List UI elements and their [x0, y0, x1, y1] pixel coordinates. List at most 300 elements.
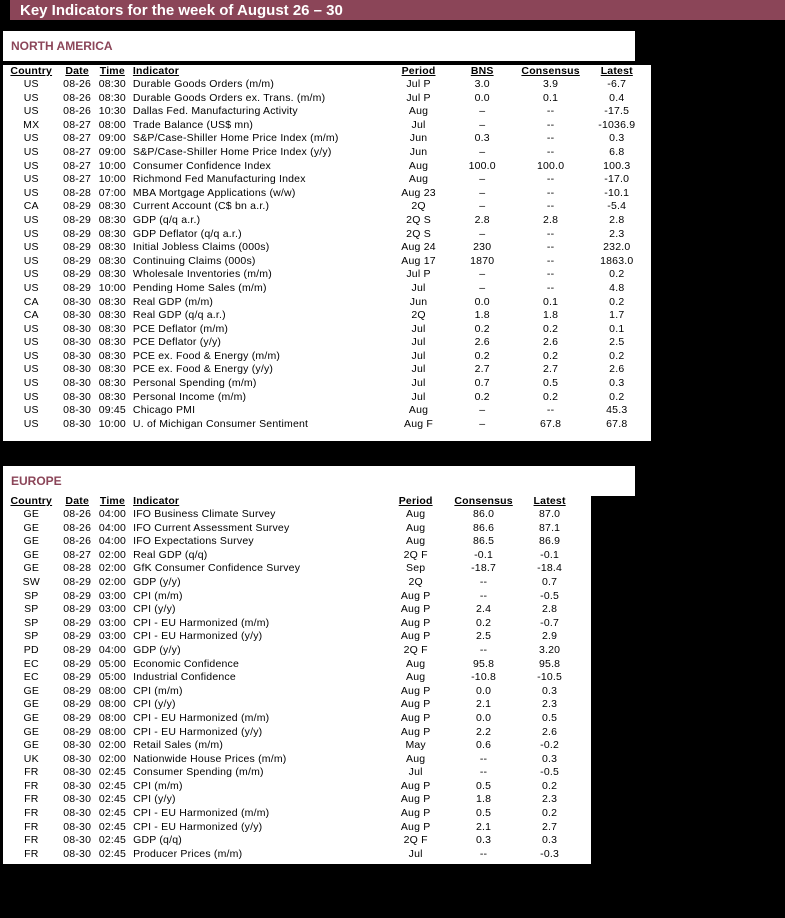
cell-country: US [23, 254, 39, 267]
cell-date: 08-30 [63, 752, 92, 765]
table-row [3, 685, 583, 699]
cell-consensus: -- [546, 404, 555, 417]
table-row [3, 404, 643, 418]
cell-time: 08:30 [98, 200, 126, 213]
cell-indicator: CPI - EU Harmonized (y/y) [133, 725, 263, 738]
cell-period: Aug [406, 752, 426, 765]
cell-indicator: CPI (y/y) [133, 603, 176, 616]
cell-latest: -10.1 [604, 186, 630, 199]
cell-time: 08:30 [98, 227, 126, 240]
cell-time: 08:30 [98, 213, 126, 226]
cell-period: Aug [406, 508, 426, 520]
cell-time: 02:45 [98, 820, 127, 833]
cell-latest: -18.4 [537, 562, 563, 575]
cell-time: 08:00 [98, 711, 127, 724]
cell-country: US [23, 105, 39, 118]
cell-consensus: -- [546, 186, 555, 199]
col-header-consensus: Consensus [454, 495, 513, 507]
cell-consensus: -0.1 [474, 548, 494, 561]
cell-period: Aug [408, 404, 429, 417]
europe-table-panel [3, 495, 591, 864]
cell-bns: – [479, 417, 486, 430]
cell-indicator: MBA Mortgage Applications (w/w) [132, 186, 296, 199]
cell-period: Aug P [400, 698, 431, 711]
table-header-row [3, 65, 643, 78]
cell-consensus: -- [546, 254, 555, 267]
cell-country: GE [23, 725, 40, 738]
table-row [3, 336, 643, 350]
cell-consensus: 2.1 [475, 698, 492, 711]
cell-country: GE [23, 508, 40, 520]
cell-time: 08:30 [98, 322, 126, 335]
cell-date: 08-27 [63, 173, 92, 186]
col-header-time: Time [99, 495, 126, 507]
cell-indicator: Nationwide House Prices (m/m) [133, 752, 287, 765]
cell-latest: -0.1 [540, 548, 560, 561]
cell-period: Sep [406, 562, 426, 575]
cell-date: 08-29 [63, 254, 92, 267]
cell-country: GE [23, 739, 40, 752]
cell-indicator: Richmond Fed Manufacturing Index [132, 173, 306, 186]
table-row [3, 766, 583, 780]
cell-country: US [23, 173, 39, 186]
cell-indicator: Producer Prices (m/m) [133, 847, 243, 860]
cell-latest: 2.8 [609, 213, 625, 226]
cell-indicator: CPI - EU Harmonized (m/m) [133, 616, 270, 629]
cell-time: 04:00 [98, 508, 127, 520]
cell-latest: 0.2 [609, 390, 625, 403]
table-row [3, 105, 643, 119]
cell-consensus: -- [546, 200, 555, 213]
cell-consensus: 86.6 [472, 521, 495, 534]
cell-country: US [23, 349, 39, 362]
cell-period: Aug P [400, 725, 431, 738]
cell-date: 08-28 [63, 562, 92, 575]
cell-time: 04:00 [98, 521, 127, 534]
cell-latest: 2.7 [542, 820, 558, 833]
cell-indicator: Chicago PMI [132, 404, 196, 417]
cell-latest: 0.5 [542, 711, 558, 724]
table-row [3, 309, 643, 323]
section-heading-north-america: NORTH AMERICA [3, 31, 635, 61]
cell-latest: 2.3 [542, 698, 558, 711]
cell-latest: -5.4 [607, 200, 627, 213]
cell-indicator: Continuing Claims (000s) [132, 254, 256, 267]
cell-period: Aug [406, 657, 426, 670]
cell-consensus: -- [546, 118, 555, 131]
cell-date: 08-30 [63, 390, 92, 403]
cell-latest: -0.7 [540, 616, 560, 629]
cell-time: 02:45 [98, 807, 127, 820]
table-row [3, 698, 583, 712]
cell-period: Aug P [400, 711, 431, 724]
cell-consensus: -18.7 [471, 562, 497, 575]
table-row [3, 780, 583, 794]
cell-period: Aug [406, 671, 426, 684]
cell-indicator: CPI - EU Harmonized (m/m) [133, 711, 270, 724]
cell-bns: 0.0 [474, 295, 490, 308]
cell-indicator: Personal Spending (m/m) [132, 377, 257, 390]
cell-consensus: 0.5 [475, 779, 492, 792]
cell-consensus: 1.8 [543, 309, 559, 322]
table-row [3, 228, 643, 242]
cell-time: 03:00 [98, 630, 127, 643]
cell-consensus: -- [479, 847, 488, 860]
cell-latest: 1.7 [609, 309, 625, 322]
cell-indicator: Real GDP (q/q a.r.) [132, 309, 226, 322]
cell-indicator: CPI (y/y) [133, 793, 176, 806]
table-row [3, 603, 583, 617]
cell-date: 08-29 [63, 575, 92, 588]
cell-bns: 0.2 [474, 349, 490, 362]
cell-consensus: 0.2 [475, 616, 492, 629]
cell-time: 08:30 [98, 377, 126, 390]
cell-latest: 0.3 [609, 132, 625, 145]
table-row [3, 363, 643, 377]
cell-country: SP [24, 603, 39, 616]
table-row [3, 78, 643, 92]
cell-consensus: 2.5 [475, 630, 492, 643]
cell-bns: 0.0 [474, 91, 490, 104]
cell-time: 02:45 [98, 834, 127, 847]
cell-country: US [23, 404, 39, 417]
cell-latest: 0.2 [542, 779, 558, 792]
cell-period: Aug F [404, 417, 434, 430]
cell-indicator: CPI - EU Harmonized (y/y) [133, 820, 263, 833]
cell-time: 08:30 [98, 349, 126, 362]
cell-latest: 0.2 [609, 268, 625, 281]
cell-bns: 2.7 [474, 363, 490, 376]
table-row [3, 726, 583, 740]
cell-time: 03:00 [98, 603, 127, 616]
cell-time: 04:00 [98, 535, 127, 548]
cell-time: 08:30 [98, 78, 126, 90]
cell-country: MX [23, 118, 40, 131]
cell-time: 08:00 [98, 118, 126, 131]
cell-country: GE [23, 698, 40, 711]
cell-latest: 1863.0 [600, 254, 634, 267]
col-header-date: Date [65, 65, 89, 77]
cell-latest: 232.0 [603, 241, 631, 254]
cell-consensus: -- [546, 241, 555, 254]
cell-latest: -0.5 [540, 589, 560, 602]
cell-period: 2Q F [403, 643, 428, 656]
cell-time: 02:45 [98, 779, 127, 792]
cell-date: 08-30 [63, 739, 92, 752]
table-row [3, 350, 643, 364]
table-row [3, 132, 643, 146]
cell-latest: -6.7 [607, 78, 627, 90]
cell-bns: 1870 [470, 254, 495, 267]
cell-date: 08-30 [63, 336, 92, 349]
cell-country: US [23, 227, 39, 240]
col-header-time: Time [99, 65, 125, 77]
cell-indicator: GDP (q/q a.r.) [132, 213, 201, 226]
cell-time: 08:30 [98, 254, 126, 267]
cell-date: 08-26 [63, 535, 92, 548]
cell-country: PD [23, 643, 39, 656]
cell-period: Jun [409, 132, 428, 145]
cell-date: 08-30 [63, 349, 92, 362]
cell-latest: 2.6 [609, 363, 625, 376]
cell-date: 08-26 [63, 78, 92, 90]
cell-latest: 67.8 [606, 417, 628, 430]
col-header-latest: Latest [600, 65, 633, 77]
cell-country: SP [24, 589, 39, 602]
table-row [3, 576, 583, 590]
cell-latest: 3.20 [538, 643, 561, 656]
cell-consensus: 2.8 [543, 213, 559, 226]
cell-country: GE [23, 711, 40, 724]
cell-time: 08:30 [98, 241, 126, 254]
cell-date: 08-30 [63, 363, 92, 376]
table-row [3, 535, 583, 549]
cell-period: 2Q [408, 575, 423, 588]
cell-period: Jul [411, 349, 426, 362]
cell-period: Aug P [400, 779, 431, 792]
cell-consensus: 2.2 [475, 725, 492, 738]
europe-table [3, 495, 583, 861]
cell-latest: 4.8 [609, 281, 625, 294]
cell-period: 2Q F [403, 834, 428, 847]
cell-time: 02:00 [98, 548, 127, 561]
cell-indicator: S&P/Case-Shiller Home Price Index (y/y) [132, 145, 332, 158]
cell-indicator: Dallas Fed. Manufacturing Activity [132, 105, 298, 118]
cell-latest: 87.1 [538, 521, 561, 534]
cell-country: US [23, 241, 39, 254]
cell-latest: -17.5 [604, 105, 630, 118]
cell-date: 08-29 [63, 725, 92, 738]
cell-latest: 2.8 [542, 603, 558, 616]
cell-period: Jul P [406, 268, 431, 281]
cell-country: EC [23, 671, 39, 684]
cell-country: CA [23, 200, 39, 213]
table-row [3, 671, 583, 685]
cell-time: 09:00 [98, 145, 126, 158]
cell-period: Aug 23 [401, 186, 436, 199]
north-america-table-panel [3, 65, 651, 441]
cell-consensus: -- [479, 752, 488, 765]
table-row [3, 644, 583, 658]
table-row [3, 562, 583, 576]
cell-indicator: GDP (y/y) [133, 643, 181, 656]
cell-indicator: Consumer Spending (m/m) [133, 766, 264, 779]
cell-country: US [23, 268, 39, 281]
table-row [3, 658, 583, 672]
cell-period: Jul [408, 847, 423, 860]
cell-consensus: 0.0 [475, 684, 492, 697]
cell-date: 08-30 [63, 295, 92, 308]
cell-bns: – [479, 281, 486, 294]
cell-period: Jul [411, 118, 426, 131]
cell-indicator: Industrial Confidence [133, 671, 236, 684]
cell-date: 08-30 [63, 807, 92, 820]
cell-date: 08-29 [63, 671, 92, 684]
cell-country: EC [23, 657, 39, 670]
cell-date: 08-27 [63, 145, 92, 158]
cell-country: FR [24, 779, 39, 792]
cell-indicator: GfK Consumer Confidence Survey [133, 562, 301, 575]
cell-date: 08-29 [63, 268, 92, 281]
cell-latest: 0.3 [542, 684, 558, 697]
cell-date: 08-29 [63, 241, 92, 254]
table-row [3, 173, 643, 187]
cell-date: 08-29 [63, 200, 92, 213]
cell-period: Jul P [406, 91, 431, 104]
cell-date: 08-30 [63, 820, 92, 833]
table-row [3, 282, 643, 296]
cell-latest: 0.3 [542, 752, 558, 765]
cell-period: Jun [409, 145, 428, 158]
cell-latest: 2.3 [542, 793, 558, 806]
table-row [3, 712, 583, 726]
col-header-date: Date [65, 495, 89, 507]
table-row [3, 508, 583, 522]
cell-consensus: -- [479, 766, 488, 779]
cell-date: 08-26 [63, 91, 92, 104]
cell-consensus: 0.1 [543, 91, 559, 104]
cell-consensus: 0.1 [543, 295, 559, 308]
cell-time: 08:30 [98, 336, 126, 349]
col-header-latest: Latest [533, 495, 566, 507]
cell-consensus: 100.0 [536, 159, 565, 172]
cell-latest: -0.3 [540, 847, 560, 860]
cell-date: 08-29 [63, 711, 92, 724]
cell-bns: – [479, 404, 486, 417]
cell-indicator: U. of Michigan Consumer Sentiment [132, 417, 309, 430]
table-row [3, 821, 583, 835]
cell-indicator: CPI - EU Harmonized (y/y) [133, 630, 263, 643]
cell-period: 2Q S [406, 213, 431, 226]
cell-country: GE [23, 535, 40, 548]
cell-date: 08-26 [63, 508, 92, 520]
cell-country: US [23, 159, 39, 172]
cell-time: 08:30 [98, 268, 126, 281]
cell-latest: 2.3 [609, 227, 625, 240]
cell-time: 08:00 [98, 698, 127, 711]
cell-time: 10:30 [98, 105, 126, 118]
cell-period: Jun [409, 295, 428, 308]
table-row [3, 323, 643, 337]
cell-consensus: 86.5 [472, 535, 495, 548]
cell-indicator: CPI (m/m) [133, 589, 183, 602]
cell-period: Aug [406, 521, 426, 534]
cell-period: May [405, 739, 426, 752]
cell-consensus: 2.4 [475, 603, 492, 616]
cell-period: Aug P [400, 793, 431, 806]
cell-indicator: Pending Home Sales (m/m) [132, 281, 267, 294]
cell-consensus: 2.7 [543, 363, 559, 376]
cell-time: 03:00 [98, 616, 127, 629]
cell-date: 08-29 [63, 281, 92, 294]
cell-country: GE [23, 548, 40, 561]
cell-country: UK [23, 752, 39, 765]
cell-indicator: Wholesale Inventories (m/m) [132, 268, 272, 281]
cell-date: 08-30 [63, 779, 92, 792]
cell-date: 08-30 [63, 322, 92, 335]
cell-country: US [23, 145, 39, 158]
cell-latest: 95.8 [538, 657, 561, 670]
cell-consensus: -- [546, 173, 555, 186]
cell-consensus: -- [479, 643, 488, 656]
cell-time: 02:45 [98, 766, 127, 779]
cell-consensus: -10.8 [471, 671, 497, 684]
cell-period: Aug P [400, 684, 431, 697]
cell-bns: – [479, 186, 486, 199]
cell-consensus: 2.1 [475, 820, 492, 833]
cell-time: 07:00 [98, 186, 126, 199]
cell-period: Aug 17 [401, 254, 436, 267]
cell-date: 08-29 [63, 698, 92, 711]
cell-consensus: 0.2 [543, 349, 559, 362]
table-header-row [3, 495, 583, 508]
cell-latest: 100.3 [603, 159, 631, 172]
cell-indicator: Initial Jobless Claims (000s) [132, 241, 270, 254]
cell-indicator: Personal Income (m/m) [132, 390, 247, 403]
cell-time: 08:30 [98, 91, 126, 104]
north-america-table [3, 65, 643, 431]
cell-latest: 0.4 [609, 91, 625, 104]
table-row [3, 549, 583, 563]
cell-country: US [23, 132, 39, 145]
cell-time: 02:00 [98, 739, 127, 752]
cell-period: Jul [411, 377, 426, 390]
cell-period: Jul [411, 336, 426, 349]
cell-latest: 0.2 [609, 295, 625, 308]
cell-indicator: CPI (m/m) [133, 684, 183, 697]
cell-latest: 6.8 [609, 145, 625, 158]
cell-consensus: 1.8 [475, 793, 492, 806]
cell-consensus: 67.8 [539, 417, 562, 430]
cell-period: Aug P [400, 616, 431, 629]
col-header-indicator: Indicator [132, 65, 180, 77]
cell-country: FR [24, 847, 39, 860]
cell-time: 05:00 [98, 657, 127, 670]
cell-time: 10:00 [98, 173, 126, 186]
cell-indicator: CPI (m/m) [133, 779, 183, 792]
cell-bns: 0.3 [474, 132, 490, 145]
cell-date: 08-30 [63, 417, 92, 430]
cell-date: 08-30 [63, 766, 92, 779]
cell-consensus: 2.6 [543, 336, 559, 349]
cell-date: 08-29 [63, 630, 92, 643]
cell-time: 08:30 [98, 309, 126, 322]
cell-period: Jul [411, 363, 426, 376]
cell-period: Aug [408, 173, 429, 186]
cell-country: US [23, 390, 39, 403]
cell-time: 10:00 [98, 281, 126, 294]
cell-country: US [23, 336, 39, 349]
north-america-table-body [3, 78, 643, 431]
cell-bns: 3.0 [474, 78, 490, 90]
cell-consensus: -- [546, 145, 555, 158]
cell-latest: 0.1 [609, 322, 625, 335]
table-row [3, 160, 643, 174]
cell-indicator: PCE ex. Food & Energy (y/y) [132, 363, 274, 376]
cell-time: 02:00 [98, 562, 127, 575]
cell-date: 08-30 [63, 309, 92, 322]
cell-country: FR [24, 793, 39, 806]
table-row [3, 630, 583, 644]
cell-country: US [23, 363, 39, 376]
cell-latest: -17.0 [604, 173, 630, 186]
cell-bns: 230 [473, 241, 492, 254]
cell-date: 08-29 [63, 684, 92, 697]
cell-country: US [23, 281, 39, 294]
cell-latest: -1036.9 [598, 118, 636, 131]
cell-country: FR [24, 766, 39, 779]
cell-date: 08-30 [63, 834, 92, 847]
